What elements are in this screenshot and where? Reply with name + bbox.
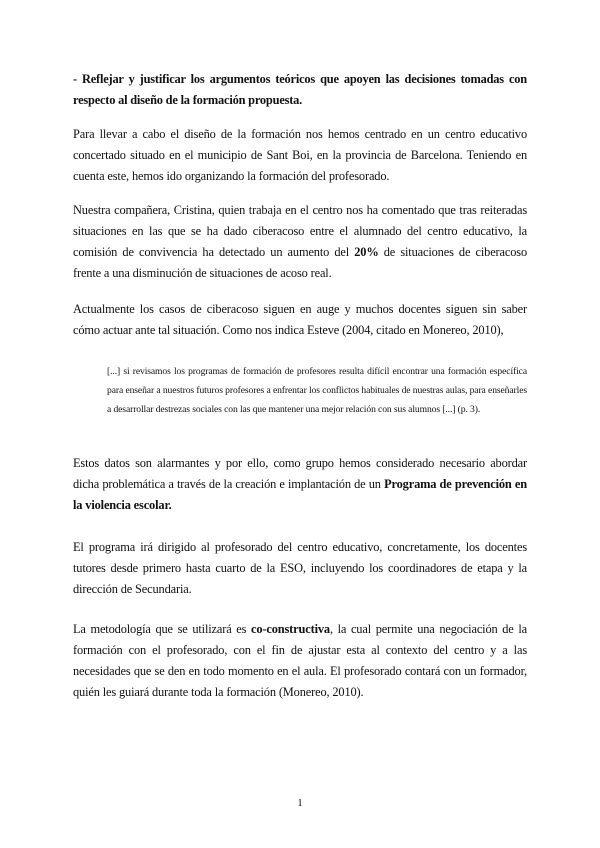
program-name: Programa de prevención en la violencia escolar. — [73, 477, 527, 512]
para2-text-after: de situaciones de ciberacoso frente a una disminución de situaciones de acoso real. — [73, 245, 527, 280]
methodology-term: co-constructiva — [251, 622, 330, 636]
paragraph-metodologia — [73, 619, 527, 703]
para6-text-after: , la cual permite una negociación de la formación con el profesorado, con el fin de ajustar esta al contexto del centro y a las necesidades que se den en todo momento en el aula. El profesorado contará con un formador, quién les guiará durante toda la formación (Monereo, 2010). — [73, 622, 527, 699]
para6-text-before: La metodología que se utilizará es — [73, 622, 251, 636]
page-number: 1 — [297, 797, 303, 809]
paragraph-esteve: Actualmente los casos de ciberacoso siguen en auge y muchos docentes siguen sin saber cómo actuar ante tal situación. Como nos indica Esteve (2004, citado en Monereo, 2010), — [73, 302, 527, 337]
para2-text-before: Nuestra compañera, Cristina, quien trabaja en el centro nos ha comentado que tras reiteradas situaciones en las que se ha dado ciberacoso entre el alumnado del centro educativo, la comisión de convivencia ha detectado un aumento del — [73, 203, 527, 259]
paragraph-destinatarios: El programa irá dirigido al profesorado del centro educativo, concretamente, los docentes tutores desde primero hasta cuarto de la ESO, incluyendo los coordinadores de etapa y la dirección de Secundaria. — [73, 540, 527, 596]
paragraph-ciberacoso — [73, 200, 527, 284]
paragraph-centro: Para llevar a cabo el diseño de la formación nos hemos centrado en un centro educativo concertado situado en el municipio de Sant Boi, en la provincia de Barcelona. Teniendo en cuenta este, hemos ido organizando la formación del profesorado. — [73, 127, 527, 183]
heading-dash: - — [73, 72, 82, 86]
para4-text-before: Estos datos son alarmantes y por ello, como grupo hemos considerado necesario abordar dicha problemática a través de la creación e implantación de un — [73, 456, 527, 491]
heading-text: Reflejar y justificar los argumentos teóricos que apoyen las decisiones tomadas con respecto al diseño de la formación propuesta. — [73, 72, 527, 107]
section-heading — [73, 69, 527, 111]
block-quote: [...] si revisamos los programas de formación de profesores resulta difícil encontrar una formación específica para enseñar a nuestros futuros profesores a enfrentar los conflictos habituales de nuestras aulas, para enseñarles a desarrollar destrezas sociales con las que mantener una mejor relación con sus alumnos [...] (p. 3). — [107, 366, 527, 415]
percentage-highlight: 20% — [354, 245, 379, 259]
paragraph-programa — [73, 453, 527, 516]
